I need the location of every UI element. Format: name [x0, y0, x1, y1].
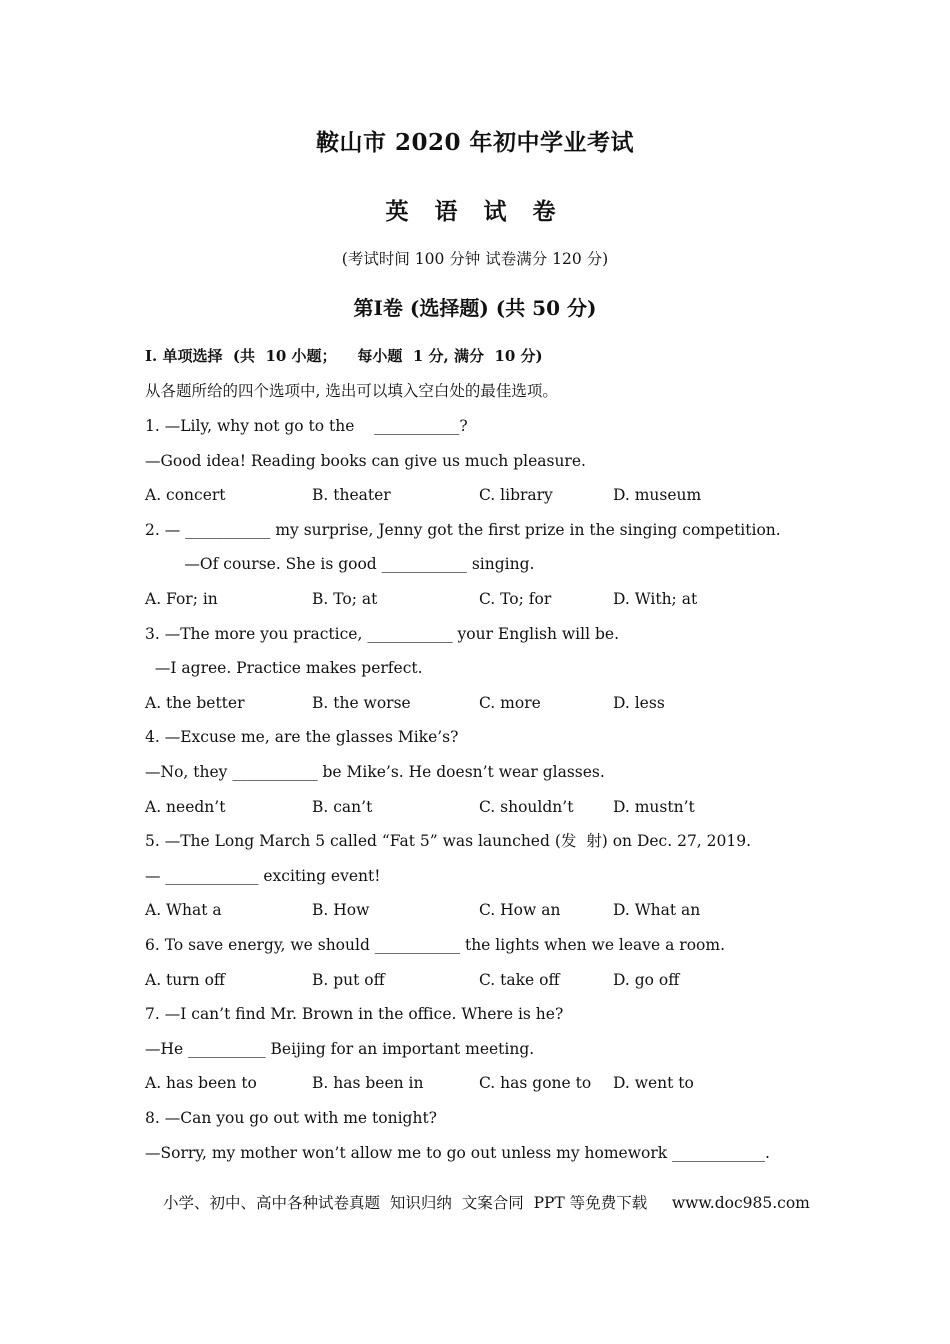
option-c: C. take off: [479, 971, 560, 989]
question-stem: 4. —Excuse me, are the glasses Mike’s?: [145, 728, 459, 746]
option-b: B. has been in: [312, 1074, 424, 1092]
option-b: B. theater: [312, 486, 391, 504]
option-c: C. To; for: [479, 590, 552, 608]
question-stem: 3. —The more you practice, ___________ your English will be.: [145, 625, 619, 643]
option-c: C. has gone to: [479, 1074, 592, 1092]
section-heading: I. 单项选择 (共 10 小题； 每小题 1 分, 满分 10 分): [145, 347, 543, 365]
option-b: B. To; at: [312, 590, 378, 608]
option-a: A. needn’t: [145, 798, 226, 816]
option-a: A. concert: [145, 486, 226, 504]
option-d: D. went to: [613, 1074, 694, 1092]
exam-info: (考试时间 100 分钟 试卷满分 120 分): [341, 250, 609, 268]
option-b: B. the worse: [312, 694, 411, 712]
option-a: A. For; in: [145, 590, 218, 608]
option-d: D. mustn’t: [613, 798, 695, 816]
option-a: A. the better: [145, 694, 245, 712]
option-d: D. What an: [613, 901, 701, 919]
question-stem: 6. To save energy, we should ___________ the lights when we leave a room.: [145, 936, 726, 954]
option-c: C. library: [479, 486, 553, 504]
question-reply: —I agree. Practice makes perfect.: [145, 659, 423, 677]
option-d: D. museum: [613, 486, 702, 504]
question-reply: —Of course. She is good ___________ singing.: [145, 555, 535, 573]
option-d: D. With; at: [613, 590, 698, 608]
option-c: C. more: [479, 694, 541, 712]
question-reply: —Good idea! Reading books can give us much pleasure.: [145, 452, 586, 470]
option-a: A. turn off: [145, 971, 225, 989]
question-stem: 7. —I can’t find Mr. Brown in the office. Where is he?: [145, 1005, 564, 1023]
option-b: B. put off: [312, 971, 385, 989]
question-stem: 8. —Can you go out with me tonight?: [145, 1109, 437, 1127]
option-c: C. shouldn’t: [479, 798, 574, 816]
page-footer: 小学、初中、高中各种试卷真题 知识归纳 文案合同 PPT 等免费下载 www.doc985.com: [163, 1194, 810, 1212]
question-stem: 2. — ___________ my surprise, Jenny got the first prize in the singing competition.: [145, 521, 781, 539]
subject-title: 英 语 试 卷: [385, 198, 565, 225]
question-reply: —He __________ Beijing for an important meeting.: [145, 1040, 535, 1058]
exam-title: 鞍山市 2020 年初中学业考试: [315, 129, 635, 156]
option-b: B. How: [312, 901, 370, 919]
section-instruction: 从各题所给的四个选项中, 选出可以填入空白处的最佳选项。: [145, 382, 558, 400]
question-reply: —No, they ___________ be Mike’s. He doesn’t wear glasses.: [145, 763, 605, 781]
option-c: C. How an: [479, 901, 561, 919]
option-a: A. What a: [145, 901, 222, 919]
option-d: D. less: [613, 694, 665, 712]
option-a: A. has been to: [145, 1074, 257, 1092]
option-d: D. go off: [613, 971, 680, 989]
option-b: B. can’t: [312, 798, 373, 816]
question-stem: 1. —Lily, why not go to the ___________?: [145, 417, 468, 435]
part-title: 第Ⅰ卷 (选择题) (共 50 分): [353, 296, 597, 320]
question-reply: — ____________ exciting event!: [145, 867, 381, 885]
question-stem: 5. —The Long March 5 called “Fat 5” was launched (发 射) on Dec. 27, 2019.: [145, 832, 752, 850]
question-reply: —Sorry, my mother won’t allow me to go out unless my homework ____________.: [145, 1144, 770, 1162]
